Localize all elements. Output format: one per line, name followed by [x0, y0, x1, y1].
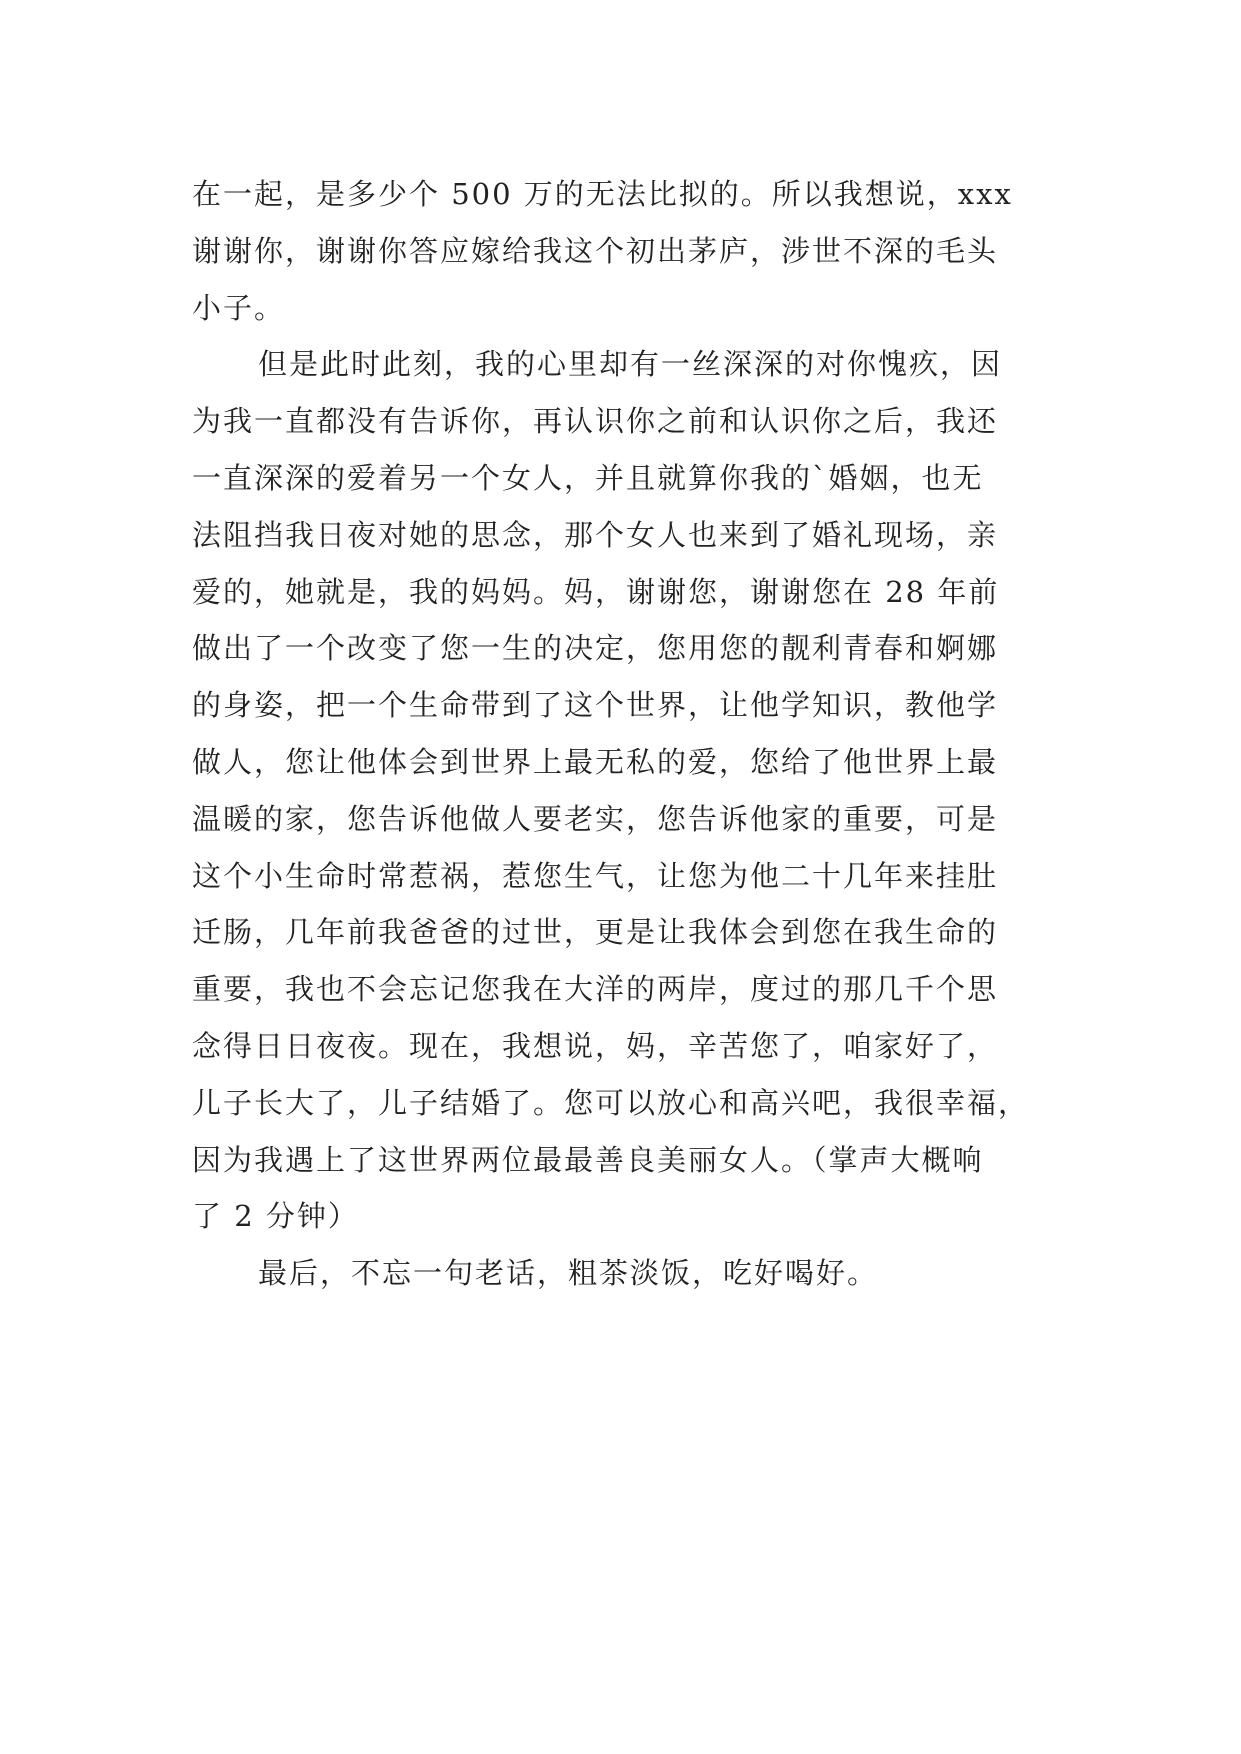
- document-body: [192, 166, 1072, 1302]
- text-line: 爱的，她就是，我的妈妈。妈，谢谢您，谢谢您在 28 年前: [192, 574, 1000, 609]
- text-line: 这个小生命时常惹祸，惹您生气，让您为他二十几年来挂肚: [192, 858, 999, 893]
- text-line: 做人，您让他体会到世界上最无私的爱，您给了他世界上最: [192, 744, 999, 779]
- text-line: 谢谢你，谢谢你答应嫁给我这个初出茅庐，涉世不深的毛头: [192, 233, 999, 268]
- text-line: 念得日日夜夜。现在，我想说，妈，辛苦您了，咱家好了，: [192, 1028, 999, 1063]
- text-line: 法阻挡我日夜对她的思念，那个女人也来到了婚礼现场，亲: [192, 517, 999, 552]
- text-line: 小子。: [192, 290, 286, 325]
- text-line: 温暖的家，您告诉他做人要老实，您告诉他家的重要，可是: [192, 801, 999, 836]
- text-line: 儿子长大了，儿子结婚了。您可以放心和高兴吧，我很幸福，: [192, 1085, 1030, 1120]
- text-line: 最后，不忘一句老话，粗茶淡饭，吃好喝好。: [258, 1256, 879, 1291]
- text-line: 一直深深的爱着另一个女人，并且就算你我的`婚姻，也无: [192, 460, 984, 495]
- text-line: 但是此时此刻，我的心里却有一丝深深的对你愧疚，因: [258, 347, 1003, 382]
- text-line: 的身姿，把一个生命带到了这个世界，让他学知识，教他学: [192, 688, 999, 723]
- text-line: 迁肠，几年前我爸爸的过世，更是让我体会到您在我生命的: [192, 915, 999, 950]
- paragraph: [192, 1245, 1072, 1302]
- paragraph: [192, 166, 1072, 336]
- text-line: 为我一直都没有告诉你，再认识你之前和认识你之后，我还: [192, 404, 999, 439]
- text-line: 做出了一个改变了您一生的决定，您用您的靓利青春和婀娜: [192, 631, 999, 666]
- text-line: 了 2 分钟）: [192, 1199, 359, 1234]
- text-line: 在一起，是多少个 500 万的无法比拟的。所以我想说，xxx: [192, 177, 1013, 211]
- paragraph: [192, 336, 1072, 1245]
- text-line: 重要，我也不会忘记您我在大洋的两岸，度过的那几千个思: [192, 972, 999, 1007]
- text-line: 因为我遇上了这世界两位最最善良美丽女人。（掌声大概响: [192, 1142, 984, 1177]
